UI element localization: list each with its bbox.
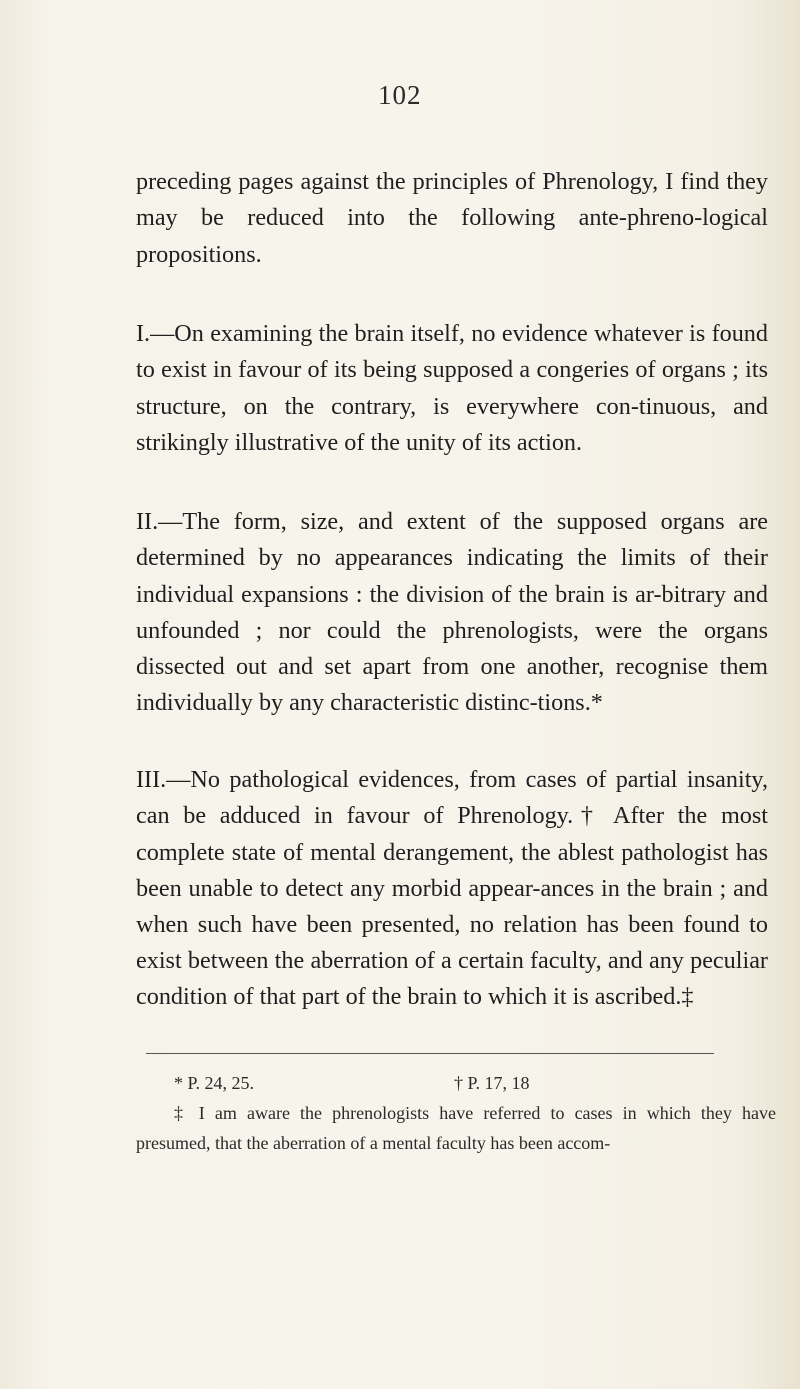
footnote-divider [146, 1053, 714, 1054]
paragraph-proposition-1: I.—On examining the brain itself, no evidence whatever is found to exist in favour of its being supposed a congeries of organs ; its structure, on the contrary, is everywhere con-tinuous, and strikingly illustrative of the unity of its action. [136, 320, 768, 456]
paragraph-proposition-2: II.—The form, size, and extent of the supposed organs are determined by no appearances indicating the limits of their individual expansions : the division of the brain is ar-bitrary and unfounded ; nor could the phrenologists, were the organs dissected out and set apart from one another, recognise them individually by any characteristic distinc-tions.* [136, 508, 768, 717]
paragraph-intro: preceding pages against the principles of Phrenology, I find they may be reduced into the following ante-phreno-logical propositions. [136, 168, 768, 268]
footnote-3: ‡ I am aware the phrenologists have referred to cases in which they have presumed, that the aberration of a mental faculty has been accom- [136, 1103, 776, 1153]
page-number: 102 [378, 80, 422, 110]
paragraph-proposition-3: III.—No pathological evidences, from cases of partial insanity, can be adduced in favour of Phrenology.† After the most complete state of mental derangement, the ablest pathologist has been unable to detect any morbid appear-ances in the brain ; and when such have been presented, no relation has been found to exist between the aberration of a certain faculty, and any peculiar condition of that part of the brain to which it is ascribed.‡ [136, 766, 768, 1011]
footnotes [136, 1068, 776, 1158]
footnote-ref-1: * P. 24, 25. [174, 1073, 255, 1093]
footnote-ref-2: † P. 17, 18 [454, 1073, 530, 1093]
footnote-refs-row [136, 1068, 776, 1098]
